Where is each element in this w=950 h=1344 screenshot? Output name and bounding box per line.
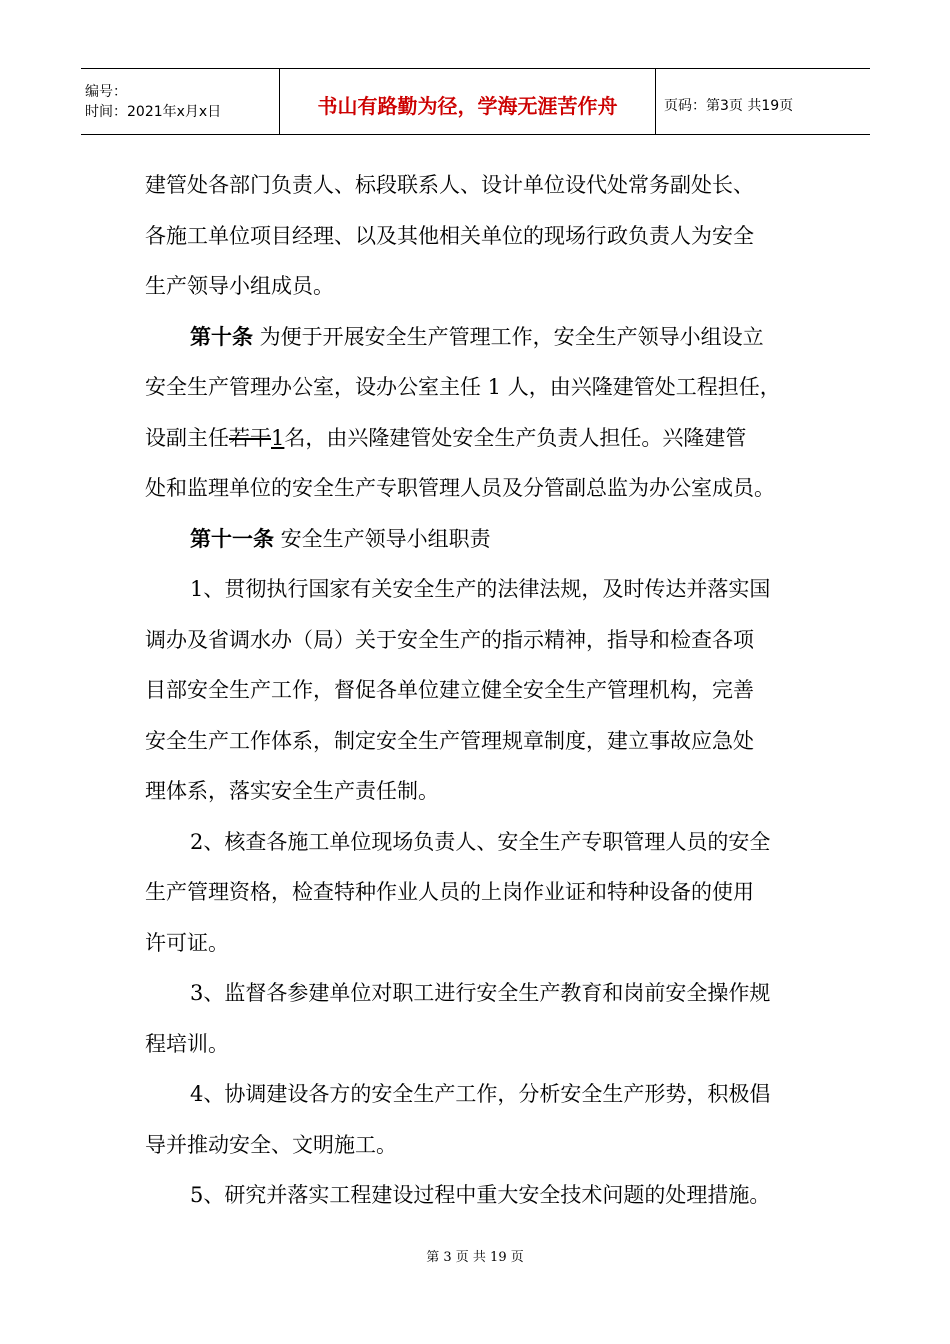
- paragraph-line: 建管处各部门负责人、标段联系人、设计单位设代处常务副处长、: [145, 173, 754, 197]
- paragraph-line: 目部安全生产工作，督促各单位建立健全安全生产管理机构，完善: [145, 678, 754, 702]
- article-10-label: 第十条: [190, 323, 253, 349]
- article-11-heading: [145, 514, 810, 565]
- paragraph-line: 许可证。: [145, 930, 229, 955]
- article-11-label: 第十一条: [190, 525, 274, 551]
- doc-number-label: 编号：: [85, 83, 127, 100]
- header-meta: [81, 69, 280, 134]
- paragraph-line: 调办及省调水办（局）关于安全生产的指示精神，指导和检查各项: [145, 627, 754, 652]
- underlined-text: 1: [271, 425, 285, 450]
- text-run: 设副主任: [145, 425, 229, 450]
- document-body: [145, 160, 810, 1221]
- header-page-info: [656, 69, 870, 134]
- article-10-heading: [145, 312, 810, 363]
- list-item-1: 1、贯彻执行国家有关安全生产的法律法规，及时传达并落实国: [190, 577, 771, 601]
- paragraph-line: 安全生产工作体系，制定安全生产管理规章制度，建立事故应急处: [145, 728, 754, 753]
- page-header: [81, 68, 870, 135]
- paragraph-line: 程培训。: [145, 1031, 229, 1056]
- footer-page-number: 第 3 页 共 19 页: [426, 1250, 524, 1265]
- paragraph-line: 理体系，落实安全生产责任制。: [145, 779, 439, 803]
- article-11-text: 安全生产领导小组职责: [274, 526, 491, 551]
- motto-text: 书山有路勤为径，学海无涯苦作舟: [317, 94, 618, 118]
- date-label: 时间：2021年x月x日: [85, 103, 222, 120]
- paragraph-line: 各施工单位项目经理、以及其他相关单位的现场行政负责人为安全: [145, 223, 754, 248]
- paragraph-line: 生产管理资格，检查特种作业人员的上岗作业证和特种设备的使用: [145, 880, 754, 904]
- article-10-text: 为便于开展安全生产管理工作，安全生产领导小组设立: [253, 324, 764, 349]
- list-item-5: 5、研究并落实工程建设过程中重大安全技术问题的处理措施。: [190, 1183, 771, 1207]
- list-item-3: 3、监督各参建单位对职工进行安全生产教育和岗前安全操作规: [190, 981, 771, 1005]
- paragraph-line: 导并推动安全、文明施工。: [145, 1132, 397, 1157]
- paragraph-line: 生产领导小组成员。: [145, 274, 334, 298]
- paragraph-line: 处和监理单位的安全生产专职管理人员及分管副总监为办公室成员。: [145, 476, 775, 500]
- page-info-text: 页码：第3页 共19页: [664, 97, 794, 114]
- text-run: 名，由兴隆建管处安全生产负责人担任。兴隆建管: [284, 425, 747, 450]
- paragraph-line: 安全生产管理办公室，设办公室主任 1 人，由兴隆建管处工程担任，: [145, 375, 781, 399]
- page-footer: [0, 1246, 950, 1265]
- header-motto: [280, 69, 656, 134]
- list-item-4: 4、协调建设各方的安全生产工作，分析安全生产形势，积极倡: [190, 1082, 771, 1106]
- struck-text: 若干: [229, 425, 271, 450]
- list-item-2: 2、核查各施工单位现场负责人、安全生产专职管理人员的安全: [190, 829, 771, 854]
- paragraph-line: [145, 413, 810, 464]
